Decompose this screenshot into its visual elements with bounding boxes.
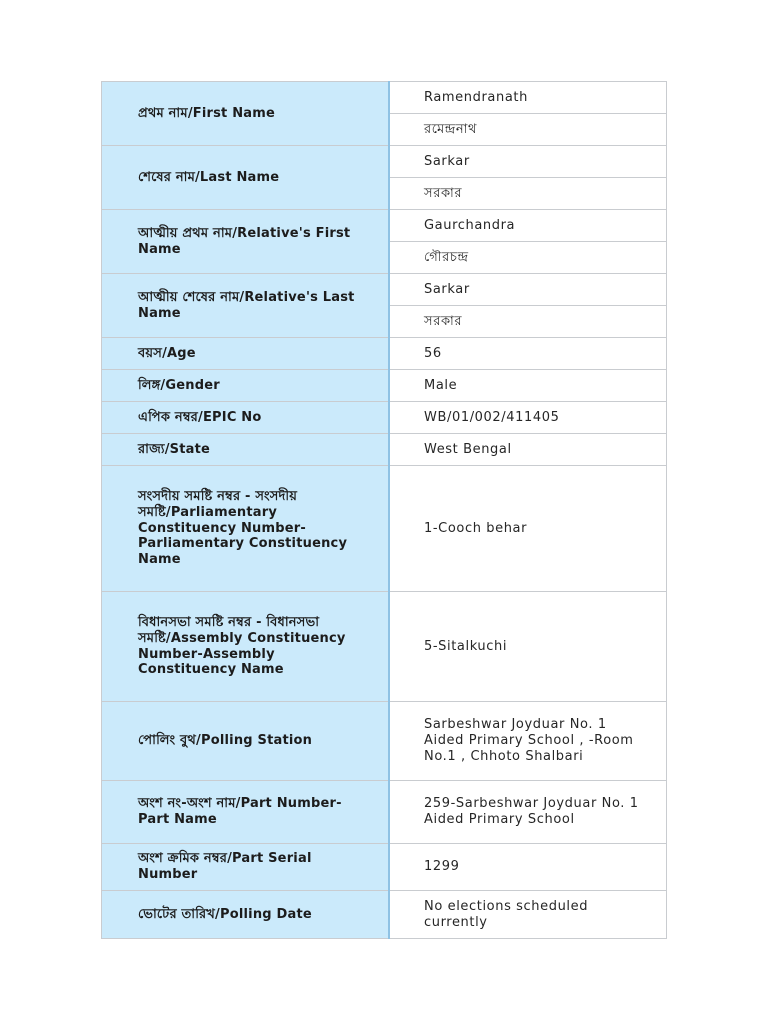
- value-polling-station: Sarbeshwar Joyduar No. 1 Aided Primary School , -Room No.1 , Chhoto Shalbari: [389, 702, 667, 781]
- row-relative-last-name: [102, 274, 667, 306]
- label-polling-date: ভোটের তারিখ/Polling Date: [102, 891, 390, 939]
- value-relative-last-name-bn: সরকার: [389, 306, 667, 338]
- value-state: West Bengal: [389, 434, 667, 466]
- row-polling-date: [102, 891, 667, 939]
- row-parliamentary-constituency: [102, 466, 667, 592]
- row-epic-no: [102, 402, 667, 434]
- value-assembly-constituency: 5-Sitalkuchi: [389, 592, 667, 702]
- value-relative-first-name-bn: গৌরচন্দ্র: [389, 242, 667, 274]
- label-relative-last-name: আত্মীয় শেষের নাম/Relative's Last Name: [102, 274, 390, 338]
- label-age: বয়স/Age: [102, 338, 390, 370]
- value-polling-date: No elections scheduled currently: [389, 891, 667, 939]
- row-assembly-constituency: [102, 592, 667, 702]
- label-assembly-constituency: বিধানসভা সমষ্টি নম্বর - বিধানসভা সমষ্টি/Assembly Constituency Number-Assembly Constituency Name: [102, 592, 390, 702]
- label-last-name: শেষের নাম/Last Name: [102, 146, 390, 210]
- label-first-name: প্রথম নাম/First Name: [102, 82, 390, 146]
- label-gender: লিঙ্গ/Gender: [102, 370, 390, 402]
- row-state: [102, 434, 667, 466]
- value-first-name-bn: রমেন্দ্রনাথ: [389, 114, 667, 146]
- value-gender: Male: [389, 370, 667, 402]
- value-last-name-en: Sarkar: [389, 146, 667, 178]
- label-polling-station: পোলিং বুথ/Polling Station: [102, 702, 390, 781]
- value-epic-no: WB/01/002/411405: [389, 402, 667, 434]
- row-last-name: [102, 146, 667, 178]
- value-relative-first-name-en: Gaurchandra: [389, 210, 667, 242]
- value-part-serial-number: 1299: [389, 844, 667, 891]
- row-age: [102, 338, 667, 370]
- label-part-number: অংশ নং-অংশ নাম/Part Number-Part Name: [102, 781, 390, 844]
- label-state: রাজ্য/State: [102, 434, 390, 466]
- row-part-number: [102, 781, 667, 844]
- row-first-name: [102, 82, 667, 114]
- value-part-number: 259-Sarbeshwar Joyduar No. 1 Aided Primary School: [389, 781, 667, 844]
- label-parliamentary-constituency: সংসদীয় সমষ্টি নম্বর - সংসদীয় সমষ্টি/Parliamentary Constituency Number-Parliamentary Constituency Name: [102, 466, 390, 592]
- label-relative-first-name: আত্মীয় প্রথম নাম/Relative's First Name: [102, 210, 390, 274]
- row-gender: [102, 370, 667, 402]
- voter-details-table: [101, 81, 667, 939]
- value-last-name-bn: সরকার: [389, 178, 667, 210]
- row-relative-first-name: [102, 210, 667, 242]
- row-part-serial-number: [102, 844, 667, 891]
- label-epic-no: এপিক নম্বর/EPIC No: [102, 402, 390, 434]
- label-part-serial-number: অংশ ক্রমিক নম্বর/Part Serial Number: [102, 844, 390, 891]
- value-parliamentary-constituency: 1-Cooch behar: [389, 466, 667, 592]
- value-relative-last-name-en: Sarkar: [389, 274, 667, 306]
- row-polling-station: [102, 702, 667, 781]
- value-first-name-en: Ramendranath: [389, 82, 667, 114]
- value-age: 56: [389, 338, 667, 370]
